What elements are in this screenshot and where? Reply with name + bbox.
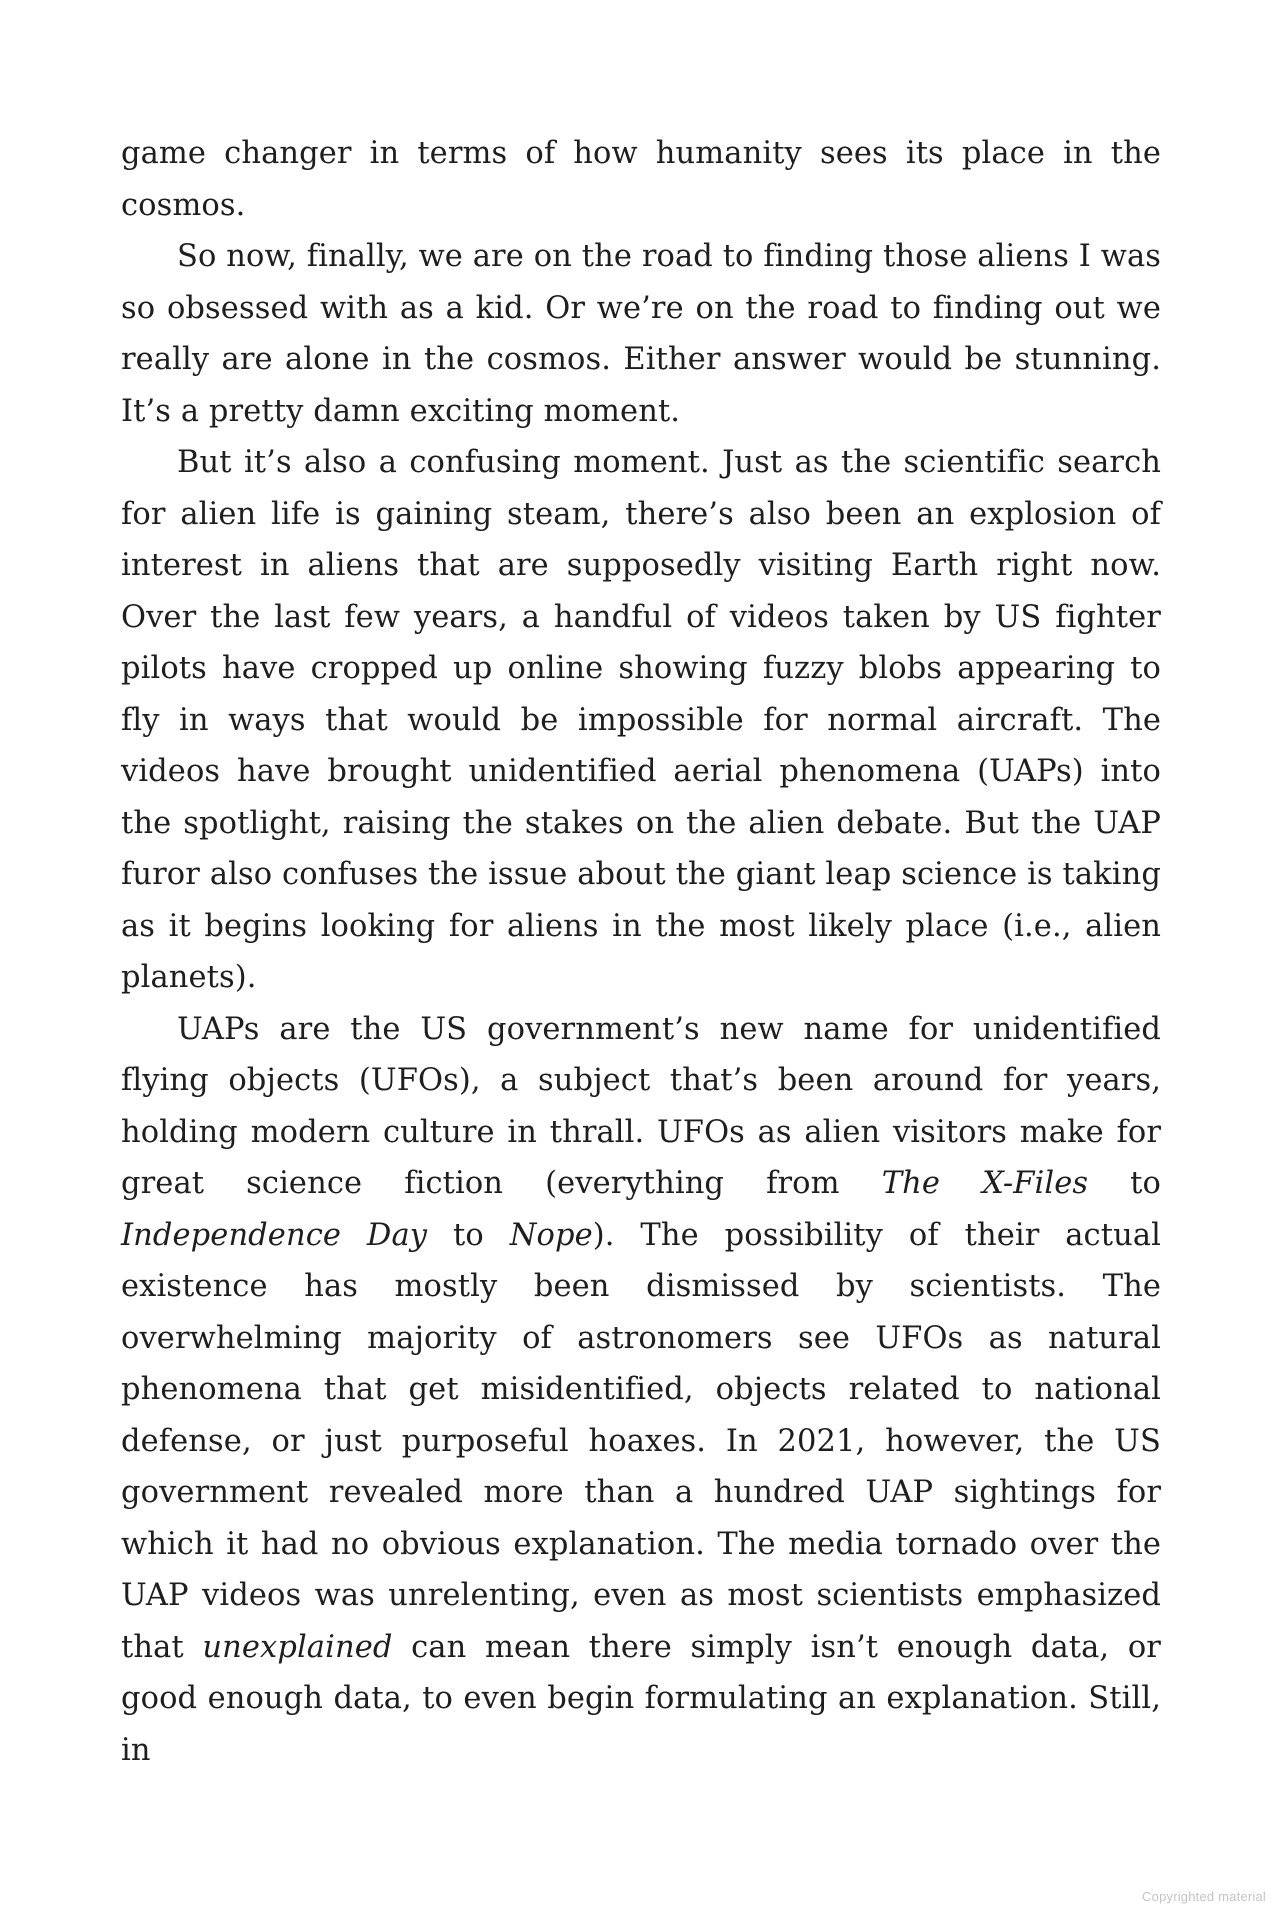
- paragraph: [121, 128, 1161, 231]
- body-text: [121, 128, 1161, 1776]
- text-run: game changer in terms of how humanity sees its place in the cosmos.: [121, 136, 1161, 223]
- italic-title: Nope: [509, 1217, 593, 1253]
- copyright-watermark: Copyrighted material: [1142, 1889, 1266, 1904]
- paragraph: [121, 231, 1161, 437]
- text-run: So now, finally, we are on the road to finding those aliens I was so obsessed with as a kid. Or we’re on the road to finding out we really are alone in the cosmos. Either answer would be stunning. It’s a pretty damn exciting moment.: [121, 239, 1161, 429]
- italic-title: Independence Day: [121, 1217, 428, 1253]
- text-run: ). The possibility of their actual existence has mostly been dismissed by scientists. The overwhelming majority of astronomers see UFOs as natural phenomena that get misidentified, objects related to national defense, or just purposeful hoaxes. In 2021, however, the US government revealed more than a hundred UAP sightings for which it had no obvious explanation. The media tornado over the UAP videos was unrelenting, even as most scientists emphasized that: [121, 1217, 1161, 1665]
- text-run: can mean there simply isn’t enough data, or good enough data, to even begin formulating an explanation. Still, in: [121, 1629, 1161, 1768]
- paragraph: [121, 1004, 1161, 1777]
- paragraph: [121, 437, 1161, 1004]
- italic-title: The X-Files: [881, 1166, 1089, 1201]
- text-run: to: [1088, 1166, 1161, 1201]
- text-run: UAPs are the US government’s new name for unidentified flying objects (UFOs), a subject that’s been around for years, holding modern culture in thrall. UFOs as alien visitors make for great science fiction (everything from: [121, 1011, 1161, 1201]
- italic-title: unexplained: [202, 1629, 393, 1665]
- text-run: But it’s also a confusing moment. Just as the scientific search for alien life is gaining steam, there’s also been an explosion of interest in aliens that are supposedly visiting Earth right now. Over the last few years, a handful of videos taken by US fighter pilots have cropped up online showing fuzzy blobs appearing to fly in ways that would be impossible for normal aircraft. The videos have brought unidentified aerial phenomena (UAPs) into the spotlight, raising the stakes on the alien debate. But the UAP furor also confuses the issue about the giant leap science is taking as it begins looking for aliens in the most likely place (i.e., alien planets).: [121, 445, 1161, 995]
- text-run: to: [427, 1217, 510, 1253]
